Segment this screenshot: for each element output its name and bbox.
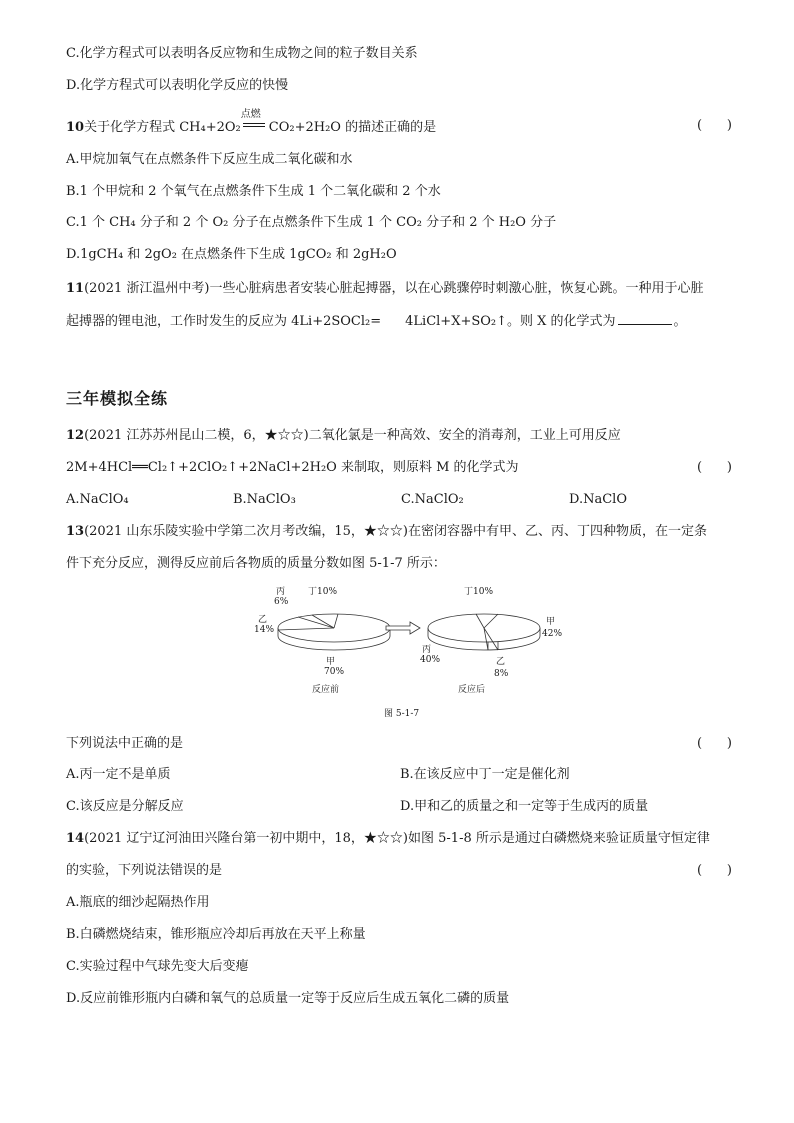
slice-label-jia-value: 42% — [542, 629, 563, 639]
option-10d-prev: D.化学方程式可以表明化学反应的快慢 — [66, 78, 289, 93]
option-b: B.白磷燃烧结束，锥形瓶应冷却后再放在天平上称量 — [66, 927, 366, 942]
option-c: C.该反应是分解反应 — [66, 799, 184, 814]
option-d: D.1gCH₄ 和 2gO₂ 在点燃条件下生成 1gCO₂ 和 2gH₂O — [66, 247, 397, 262]
option-d: D.NaClO — [569, 492, 627, 507]
answer-blank[interactable] — [618, 312, 672, 325]
question-stem-tail: CO₂+2H₂O 的描述正确的是 — [268, 120, 437, 135]
question-13-prompt: 下列说法中正确的是 — [66, 736, 184, 751]
option-c: C.NaClO₂ — [401, 492, 464, 507]
option-a: A.甲烷加氧气在点燃条件下反应生成二氧化碳和水 — [66, 152, 353, 167]
question-11-cont: 起搏器的锂电池，工作时发生的反应为 4Li+2SOCl₂= 4LiCl+X+SO₂↑。则 X 的化学式为 。 — [66, 314, 687, 329]
option-10c-prev: C.化学方程式可以表明各反应物和生成物之间的粒子数目关系 — [66, 46, 418, 61]
slice-label-jia-value: 70% — [324, 667, 345, 677]
question-stem: 关于化学方程式 CH₄+2O₂ — [84, 120, 241, 135]
question-number: 10 — [66, 120, 85, 135]
slice-label-yi-value: 8% — [494, 669, 509, 679]
chart-label-before: 反应前 — [312, 685, 340, 695]
reaction-condition: 点燃 — [241, 117, 269, 131]
slice-label-yi: 乙 — [496, 657, 506, 667]
pie-after — [420, 586, 562, 695]
question-14-cont: 的实验，下列说法错误的是 — [66, 863, 223, 878]
answer-bracket: ( ) — [697, 460, 732, 475]
answer-bracket: ( ) — [697, 863, 732, 878]
question-11: 11(2021 浙江温州中考)一些心脏病患者安装心脏起搏器，以在心跳骤停时刺激心脏，恢复心跳。一种用于心脏 — [66, 281, 704, 296]
option-d: D.甲和乙的质量之和一定等于生成丙的质量 — [400, 799, 649, 814]
slice-label-ding: 丁10% — [464, 587, 494, 597]
chart-label-after: 反应后 — [458, 685, 486, 695]
pie-chart-figure — [250, 580, 570, 700]
question-10 — [66, 109, 437, 137]
option-a: A.瓶底的细沙起隔热作用 — [66, 895, 210, 910]
question-12-cont: 2M+4HCl══Cl₂↑+2ClO₂↑+2NaCl+2H₂O 来制取，则原料 M 的化学式为 — [66, 460, 519, 475]
slice-label-bing: 丙 — [422, 645, 432, 655]
slice-label-bing: 丙 — [276, 587, 286, 597]
answer-bracket: ( ) — [697, 736, 732, 751]
option-a: A.NaClO₄ — [66, 492, 129, 507]
option-c: C.实验过程中气球先变大后变瘪 — [66, 959, 249, 974]
slice-label-ding: 丁10% — [308, 587, 338, 597]
option-d: D.反应前锥形瓶内白磷和氧气的总质量一定等于反应后生成五氧化二磷的质量 — [66, 991, 510, 1006]
slice-label-jia: 甲 — [546, 617, 556, 627]
slice-label-yi: 乙 — [258, 615, 268, 625]
option-c: C.1 个 CH₄ 分子和 2 个 O₂ 分子在点燃条件下生成 1 个 CO₂ 分子和 2 个 H₂O 分子 — [66, 215, 557, 230]
slice-label-jia: 甲 — [326, 657, 336, 667]
answer-bracket: ( ) — [697, 118, 732, 133]
arrow-icon — [386, 622, 420, 634]
slice-label-yi-value: 14% — [254, 625, 275, 635]
question-12: 12(2021 江苏苏州昆山二模，6，★☆☆)二氧化氯是一种高效、安全的消毒剂，工业上可用反应 — [66, 428, 621, 443]
option-b: B.1 个甲烷和 2 个氧气在点燃条件下生成 1 个二氧化碳和 2 个水 — [66, 184, 441, 199]
slice-label-bing-value: 6% — [274, 597, 289, 607]
figure-caption: 图 5-1-7 — [384, 709, 420, 719]
question-13: 13(2021 山东乐陵实验中学第二次月考改编，15，★☆☆)在密闭容器中有甲、乙、丙、丁四种物质，在一定条 — [66, 524, 707, 539]
pie-before — [254, 586, 390, 695]
slice-label-bing-value: 40% — [420, 655, 441, 665]
question-14: 14(2021 辽宁辽河油田兴隆台第一初中期中，18，★☆☆)如图 5-1-8 所示是通过白磷燃烧来验证质量守恒定律 — [66, 831, 710, 846]
section-title: 三年模拟全练 — [66, 389, 169, 408]
option-b: B.在该反应中丁一定是催化剂 — [400, 767, 570, 782]
question-13-cont: 件下充分反应，测得反应前后各物质的质量分数如图 5-1-7 所示： — [66, 556, 446, 571]
option-b: B.NaClO₃ — [233, 492, 296, 507]
option-a: A.丙一定不是单质 — [66, 767, 171, 782]
